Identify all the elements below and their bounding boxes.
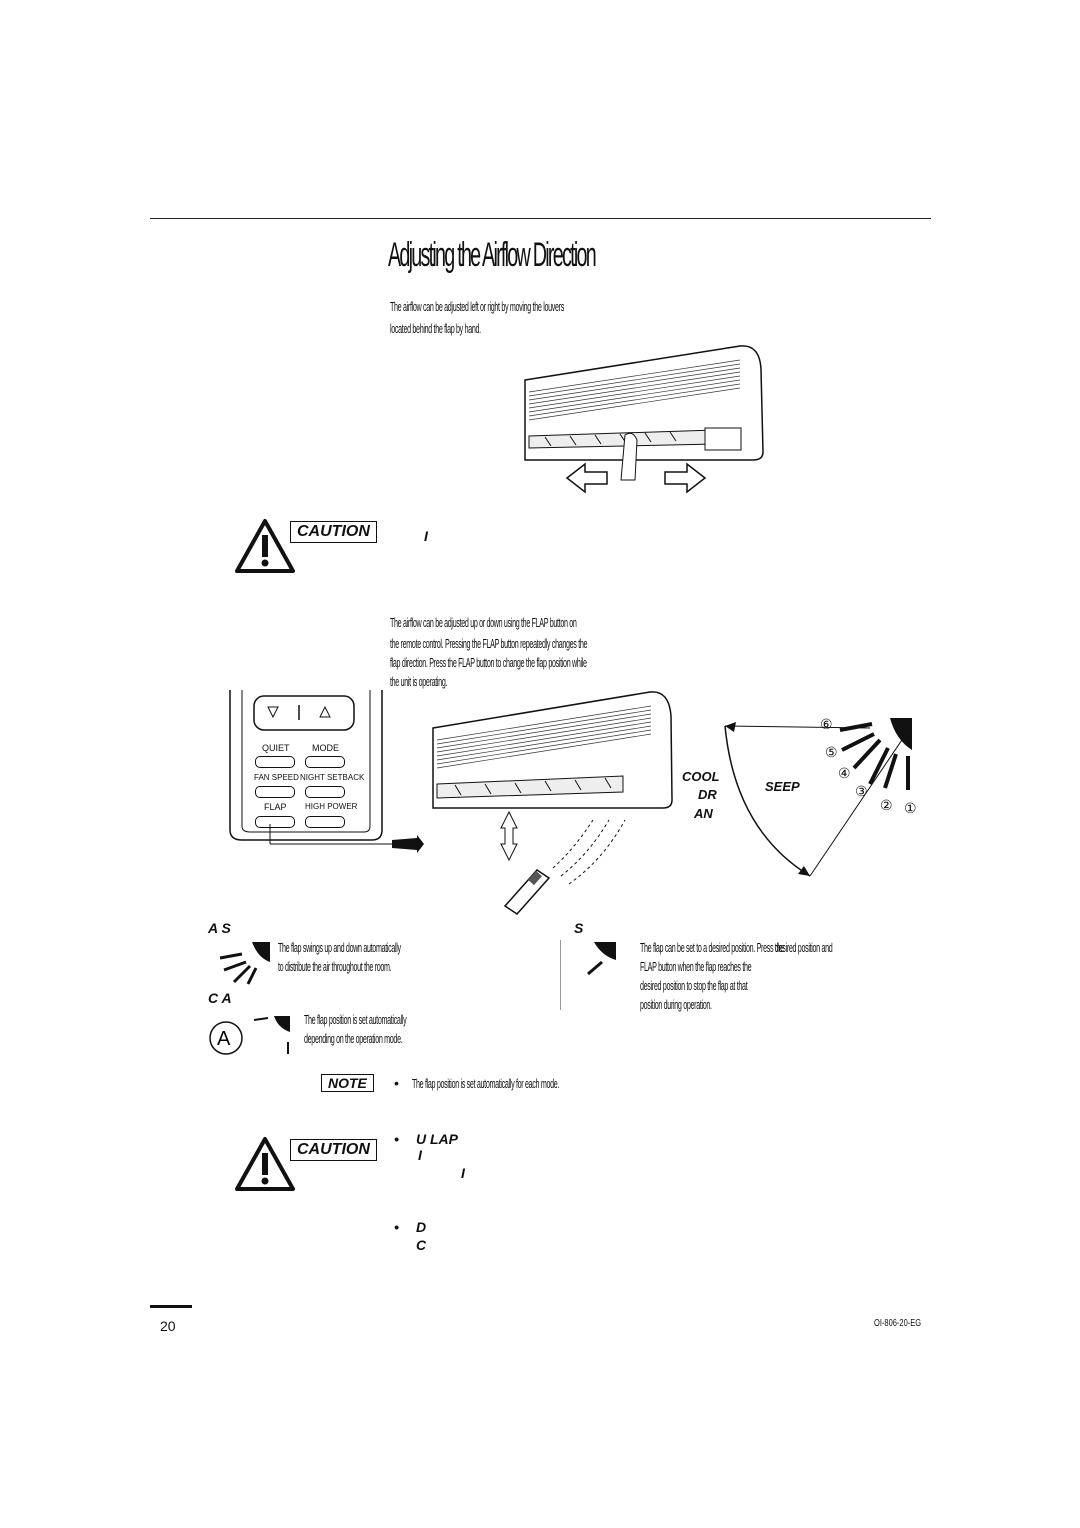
- auto-flap-line2: depending on the operation mode.: [304, 1031, 403, 1046]
- caution2-bullet2: •: [394, 1219, 399, 1235]
- section2-line4: the unit is operating.: [390, 674, 448, 689]
- flap-angle-diagram: [720, 710, 930, 890]
- caution2-item1-line2: I: [418, 1147, 422, 1163]
- footer-rule: [150, 1305, 192, 1308]
- position-5: ⑤: [825, 744, 838, 760]
- cool-mode-label: COOL: [682, 769, 720, 784]
- set-flap-icon: [584, 940, 624, 980]
- set-position-line3: desired position to stop the flap at that: [640, 978, 748, 993]
- caution-label: CAUTION: [290, 1139, 377, 1161]
- document-id: OI-806-20-EG: [874, 1318, 922, 1329]
- note-label: NOTE: [321, 1074, 374, 1092]
- mode-button[interactable]: [305, 756, 345, 768]
- quiet-label: QUIET: [262, 743, 290, 753]
- caution2-item2-line2: C: [416, 1237, 427, 1253]
- auto-swing-line2: to distribute the air throughout the room.: [278, 959, 392, 974]
- auto-flap-heading: C A: [208, 990, 232, 1006]
- flap-button[interactable]: [255, 816, 295, 828]
- high-power-button[interactable]: [305, 816, 345, 828]
- set-position-line4: position during operation.: [640, 997, 712, 1012]
- warning-triangle-icon: [234, 1136, 296, 1192]
- night-setback-button[interactable]: [305, 786, 345, 798]
- auto-flap-line1: The flap position is set automatically: [304, 1012, 407, 1027]
- page-title: Adjusting the Airflow Direction: [388, 236, 595, 274]
- fan-speed-button[interactable]: [255, 786, 295, 798]
- caution2-item1: U LAP: [416, 1131, 458, 1147]
- svg-text:A: A: [217, 1028, 231, 1050]
- ac-unit-flap-illustration: [425, 688, 675, 928]
- position-4: ④: [838, 765, 851, 781]
- fan-mode-label: AN: [694, 806, 713, 821]
- quiet-button[interactable]: [255, 756, 295, 768]
- header-rule: [150, 218, 931, 219]
- mode-label: MODE: [312, 743, 339, 753]
- section2-line2: the remote control. Pressing the FLAP button repeatedly changes the: [390, 636, 588, 651]
- fan-speed-label: FAN SPEED: [254, 773, 299, 782]
- page-number: 20: [160, 1318, 176, 1334]
- note-bullet: •: [394, 1075, 399, 1091]
- set-position-line2: FLAP button when the flap reaches the: [640, 959, 752, 974]
- position-2: ②: [880, 797, 893, 813]
- note-text: The flap position is set automatically for each mode.: [412, 1076, 560, 1091]
- section2-line1: The airflow can be adjusted up or down using the FLAP button on: [390, 615, 577, 630]
- dry-mode-label: DR: [698, 787, 717, 802]
- auto-swing-heading: A S: [208, 920, 231, 936]
- set-position-line1: The flap can be set to a desired position. Press the: [640, 940, 784, 955]
- section2-line3: flap direction. Press the FLAP button to change the flap position while: [390, 655, 587, 670]
- set-position-heading: S: [574, 920, 584, 936]
- position-1: ①: [904, 800, 917, 816]
- night-setback-label: NIGHT SETBACK: [300, 773, 365, 782]
- caution-label: CAUTION: [290, 521, 377, 543]
- ac-unit-louver-illustration: [515, 340, 775, 500]
- auto-flap-icon: [206, 1014, 296, 1060]
- column-divider: [560, 940, 561, 1010]
- auto-swing-line1: The flap swings up and down automatically: [278, 940, 401, 955]
- section1-line1: The airflow can be adjusted left or right by moving the louvers: [390, 299, 564, 314]
- caution2-bullet1: •: [394, 1131, 399, 1147]
- swing-flap-icon: [212, 940, 274, 986]
- sleep-mode-label: SEEP: [765, 779, 800, 794]
- high-power-label: HIGH POWER: [305, 802, 358, 811]
- flap-label: FLAP: [264, 802, 287, 812]
- section1-line2: located behind the flap by hand.: [390, 321, 481, 336]
- caution2-item2: D: [416, 1219, 427, 1235]
- position-3: ③: [855, 783, 868, 799]
- caution1-text: I: [424, 528, 428, 544]
- caution2-item1-line3: I: [461, 1165, 465, 1181]
- position-6: ⑥: [820, 716, 833, 732]
- warning-triangle-icon: [234, 518, 296, 574]
- set-position-line1b: desired position and: [775, 940, 833, 955]
